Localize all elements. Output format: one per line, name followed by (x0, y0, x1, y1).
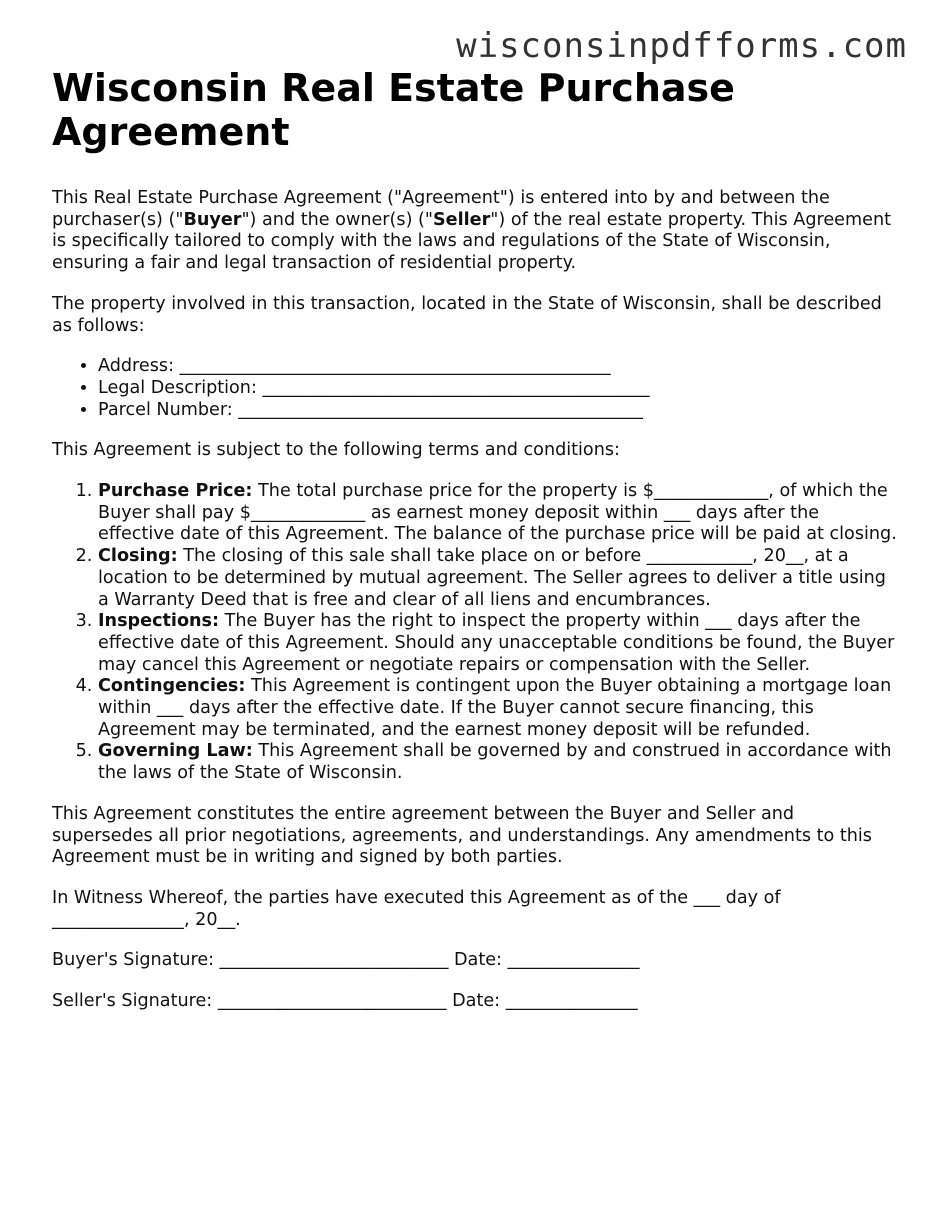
term-heading: Contingencies: (98, 676, 246, 697)
watermark: wisconsinpdfforms.com (456, 26, 907, 66)
term-heading: Closing: (98, 546, 178, 567)
parcel-number-field: • Parcel Number: ______________________________________________ (98, 400, 897, 422)
term-heading: Purchase Price: (98, 481, 253, 502)
buyer-term: Buyer (183, 209, 242, 230)
term-contingencies (98, 676, 897, 741)
term-text: The Buyer has the right to inspect the property within ___ days after the effective date of this Agreement. Should any unacceptable conditions be found, the Buyer may cancel this Agreement or negotiate repairs or compensation with the Seller. (98, 611, 895, 675)
seller-term: Seller (432, 209, 491, 230)
intro-text-2: ") and the owner(s) (" (241, 209, 433, 230)
term-text: This Agreement shall be governed by and construed in accordance with the laws of the State of Wisconsin. (98, 741, 892, 784)
legal-description-field: • Legal Description: ____________________________________________ (98, 378, 897, 400)
term-text: This Agreement is contingent upon the Buyer obtaining a mortgage loan within ___ days after the effective date. If the Buyer cannot secure financing, this Agreement may be terminated, and the earnest money deposit will be refunded. (98, 676, 892, 740)
seller-signature-line: Seller's Signature: __________________________ Date: _______________ (52, 991, 638, 1012)
property-intro: The property involved in this transaction, located in the State of Wisconsin, shall be described as follows: (52, 293, 882, 336)
term-text: The total purchase price for the property is $_____________, of which the Buyer shall pay $_____________ as earnest money deposit within ___ days after the effective date of this Agreement. The balance of the purchase price will be paid at closing. (98, 481, 897, 545)
terms-intro: This Agreement is subject to the following terms and conditions: (52, 440, 620, 461)
term-text: The closing of this sale shall take place on or before ____________, 20__, at a location to be determined by mutual agreement. The Seller agrees to deliver a title using a Warranty Deed that is free and clear of all liens and encumbrances. (98, 546, 886, 610)
term-governing-law (98, 741, 897, 784)
term-closing (98, 546, 897, 611)
witness-paragraph: In Witness Whereof, the parties have executed this Agreement as of the ___ day of _______________, 20__. (52, 887, 781, 930)
term-inspections (98, 611, 897, 676)
intro-text-3: ") of the real estate property. This Agreement is specifically tailored to comply with the laws and regulations of the State of Wisconsin, ensuring a fair and legal transaction of residential property. (52, 209, 891, 274)
term-heading: Inspections: (98, 611, 220, 632)
terms-list (52, 481, 897, 785)
intro-text-1: This Real Estate Purchase Agreement ("Agreement") is entered into by and between the purchaser(s) (" (52, 188, 830, 230)
entire-agreement-paragraph: This Agreement constitutes the entire agreement between the Buyer and Seller and supersedes all prior negotiations, agreements, and understandings. Any amendments to this Agreement must be in writing and signed by both parties. (52, 803, 872, 868)
intro-paragraph (52, 188, 897, 275)
page-title: Wisconsin Real Estate Purchase Agreement (52, 66, 735, 154)
address-field: • Address: _________________________________________________ (98, 356, 897, 378)
term-purchase-price (98, 481, 897, 546)
term-heading: Governing Law: (98, 741, 253, 762)
document-page (52, 66, 897, 1032)
buyer-signature-line: Buyer's Signature: __________________________ Date: _______________ (52, 950, 640, 971)
property-field-list (52, 356, 897, 421)
